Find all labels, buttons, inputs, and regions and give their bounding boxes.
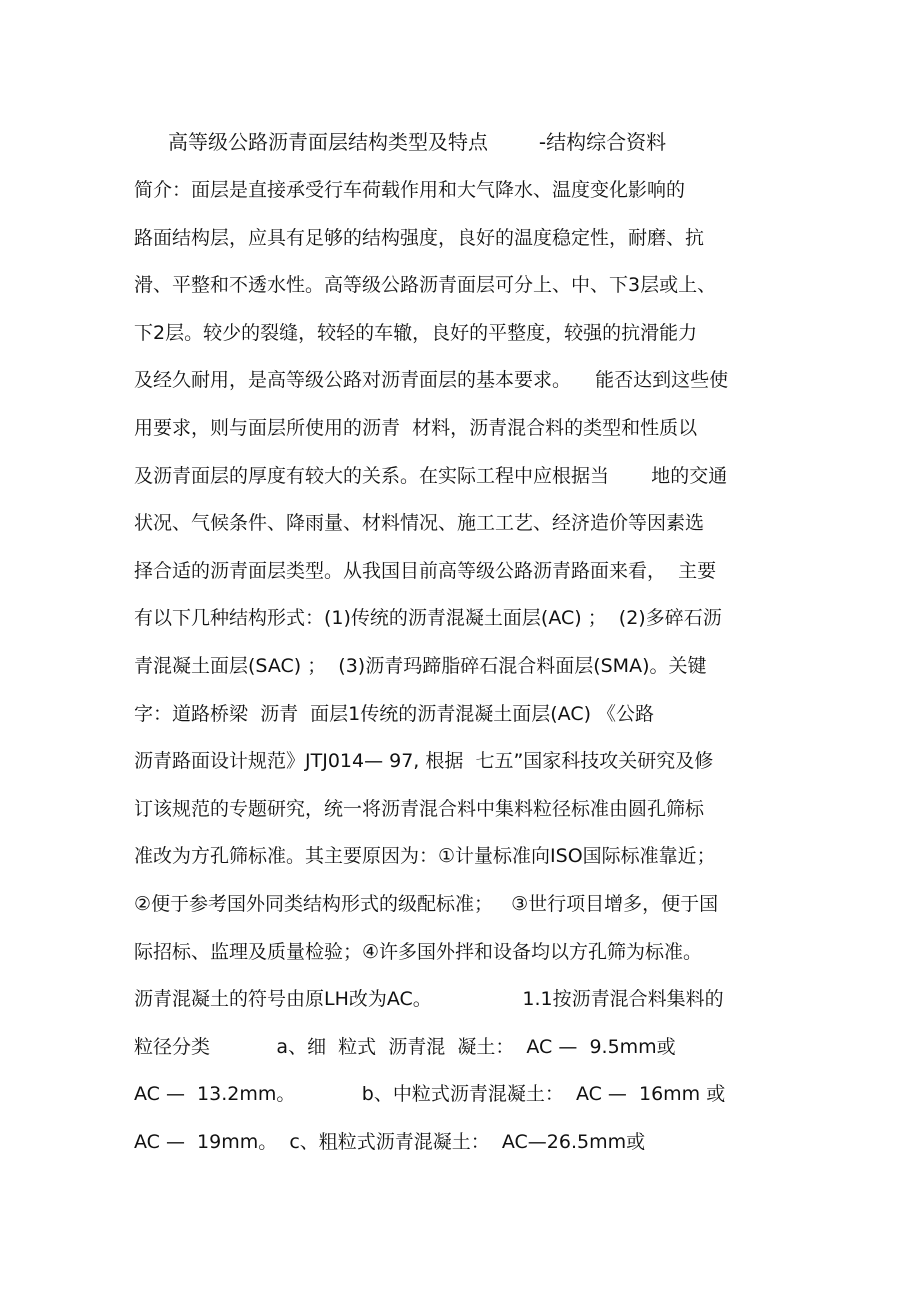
document-title: 高等级公路沥青面层结构类型及特点 -结构综合资料 [168,130,667,154]
text-line: 际招标、监理及质量检验；④许多国外拌和设备均以方孔筛为标准。 [134,940,703,963]
text-line: 粒径分类 a、细 粒式 沥青混 凝土： AC — 9.5mm或 [134,1035,676,1058]
document-body [134,174,784,1173]
text-line: 滑、平整和不透水性。高等级公路沥青面层可分上、中、下3层或上、 [134,274,717,297]
text-line: 择合适的沥青面层类型。从我国目前高等级公路沥青路面来看， 主要 [134,559,717,582]
text-line: 用要求，则与面层所使用的沥青 材料，沥青混合料的类型和性质以 [134,416,698,439]
text-line: AC — 19mm。 c、粗粒式沥青混凝土： AC—26.5mm或 [134,1130,646,1153]
text-line: 状况、气候条件、降雨量、材料情况、施工工艺、经济造价等因素选 [134,512,705,535]
text-line: 字：道路桥梁 沥青 面层1传统的沥青混凝土面层(AC) 《公路 [134,702,655,725]
text-line: 沥青路面设计规范》JTJ014— 97, 根据 七五”国家科技攻关研究及修 [134,750,714,773]
text-line: 及经久耐用，是高等级公路对沥青面层的基本要求。 能否达到这些使 [134,369,729,392]
text-line: 简介：面层是直接承受行车荷载作用和大气降水、温度变化影响的 [134,179,686,201]
text-line: 沥青混凝土的符号由原LH改为AC。 1.1按沥青混合料集料的 [134,988,724,1011]
text-line: 下2层。较少的裂缝，较轻的车辙，良好的平整度，较强的抗滑能力 [134,321,698,344]
text-line: 订该规范的专题研究，统一将沥青混合料中集料粒径标准由圆孔筛标 [134,797,705,820]
text-line: AC — 13.2mm。 b、中粒式沥青混凝土： AC — 16mm 或 [134,1083,726,1106]
text-line: 及沥青面层的厚度有较大的关系。在实际工程中应根据当 地的交通 [134,464,728,487]
text-line: ②便于参考国外同类结构形式的级配标准； ③世行项目增多，便于国 [134,892,719,915]
text-line: 准改为方孔筛标准。其主要原因为：①计量标准向ISO国际标准靠近； [134,845,716,868]
text-line: 路面结构层，应具有足够的结构强度，良好的温度稳定性，耐磨、抗 [134,226,705,249]
text-line: 青混凝土面层(SAC) ； (3)沥青玛蹄脂碎石混合料面层(SMA)。关键 [134,654,707,677]
text-line: 有以下几种结构形式：(1)传统的沥青混凝土面层(AC) ； (2)多碎石沥 [134,607,722,630]
